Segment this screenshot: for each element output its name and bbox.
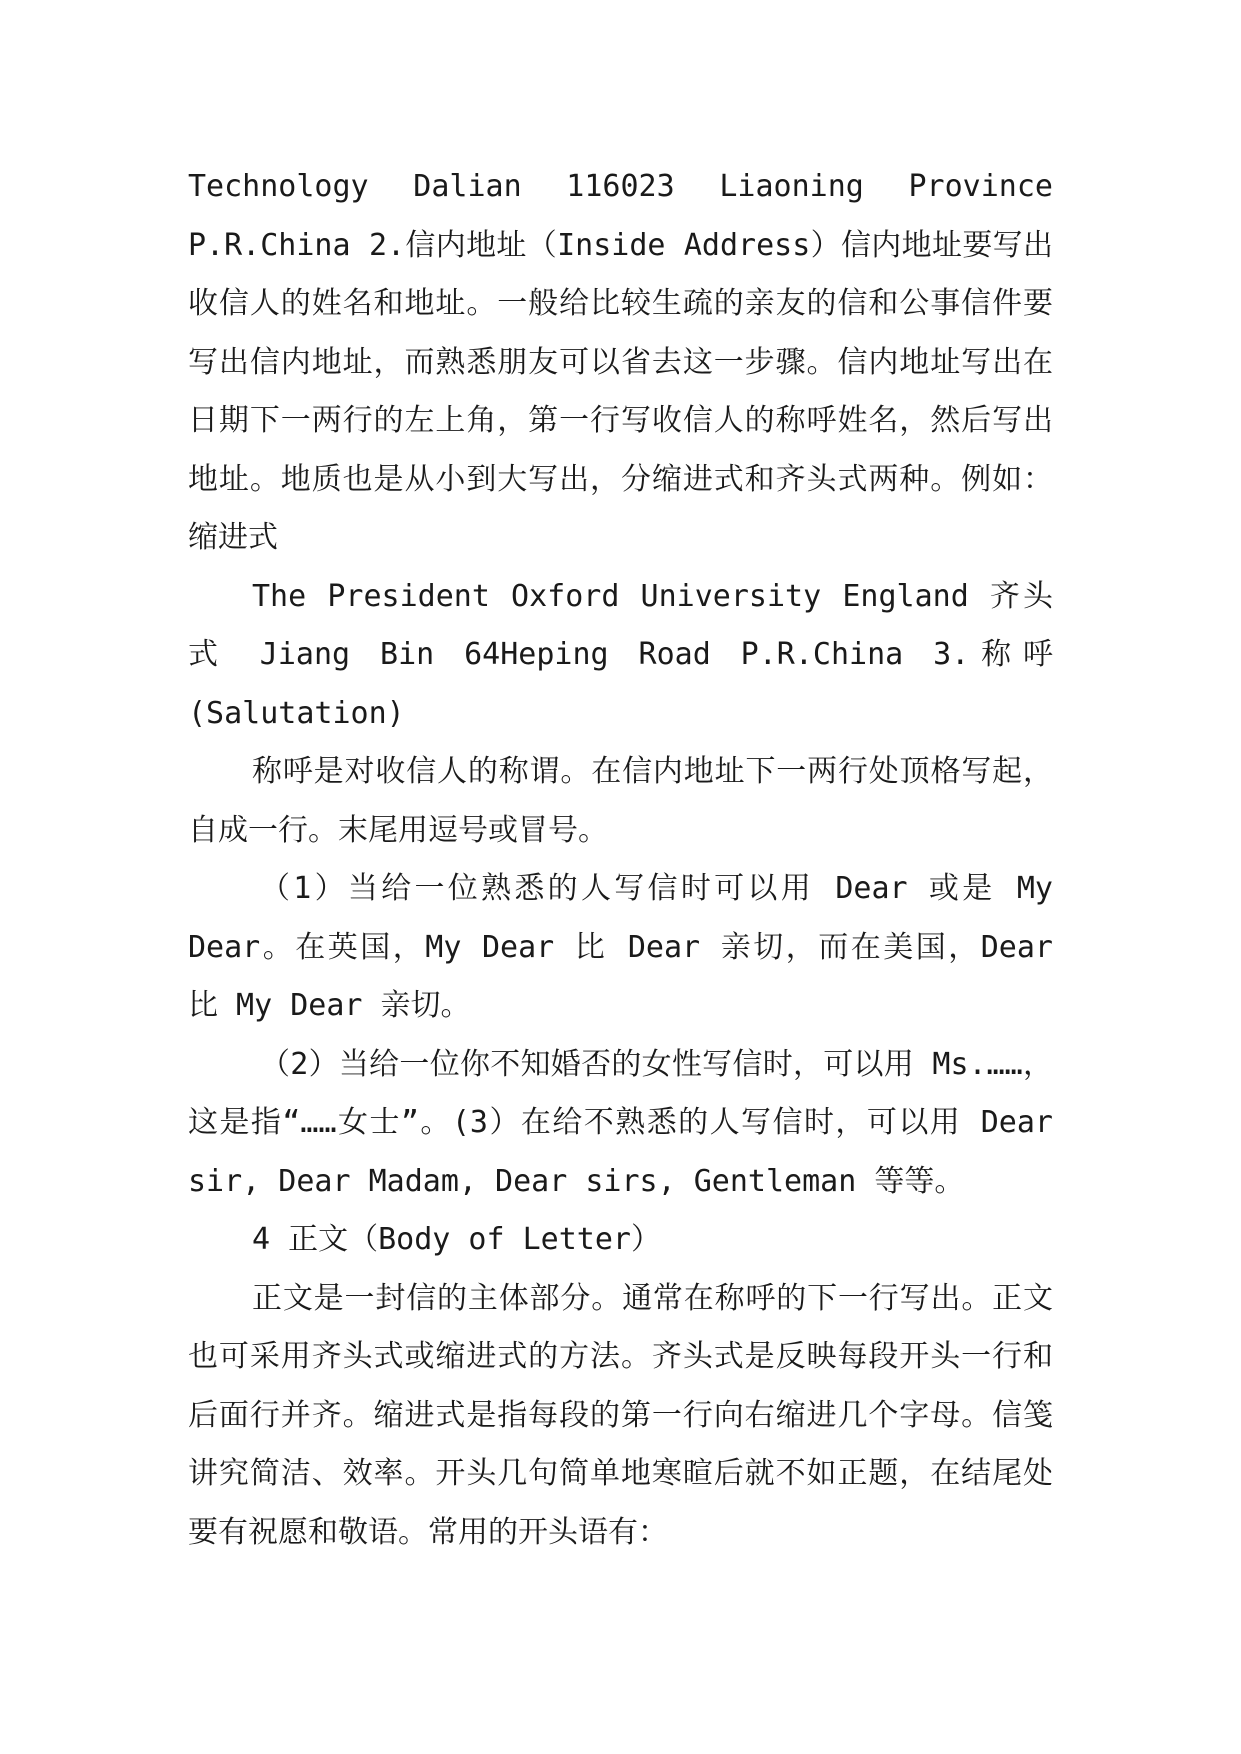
paragraph-salutation-intro: 称呼是对收信人的称谓。在信内地址下一两行处顶格写起，自成一行。末尾用逗号或冒号。: [188, 754, 1053, 848]
paragraph-body-of-letter: 正文是一封信的主体部分。通常在称呼的下一行写出。正文也可采用齐头式或缩进式的方法。齐头式是反映每段开头一行和后面行并齐。缩进式是指每段的第一行向右缩进几个字母。信笺讲究简洁、效率。开头几句简单地寒暄后就不如正题，在结尾处要有祝愿和敬语。常用的开头语有：: [188, 1280, 1053, 1550]
paragraph-salutation-item-1: （1）当给一位熟悉的人写信时可以用 Dear 或是 My Dear。在英国，My Dear 比 Dear 亲切，而在美国，Dear 比 My Dear 亲切。: [188, 871, 1053, 1023]
paragraph-inside-address: Technology Dalian 116023 Liaoning Province P.R.China 2.信内地址（Inside Address）信内地址要写出收信人的姓名和地址。一般给比较生疏的亲友的信和公事信件要写出信内地址，而熟悉朋友可以省去这一步骤。信内地址写出在日期下一两行的左上角，第一行写收信人的称呼姓名，然后写出地址。地质也是从小到大写出，分缩进式和齐头式两种。例如： 缩进式: [188, 169, 1053, 555]
paragraph-salutation-item-2: （2）当给一位你不知婚否的女性写信时，可以用 Ms.……，这是指“……女士”。(3）在给不熟悉的人写信时，可以用 Dear sir, Dear Madam, Dear sirs, Gentleman 等等。: [188, 1046, 1053, 1199]
document-body: [188, 158, 1053, 1562]
paragraph-address-examples: The President Oxford University England 齐头式 Jiang Bin 64Heping Road P.R.China 3.称呼(Salutation): [188, 578, 1053, 731]
section-heading-body: 4 正文（Body of Letter）: [252, 1222, 661, 1257]
